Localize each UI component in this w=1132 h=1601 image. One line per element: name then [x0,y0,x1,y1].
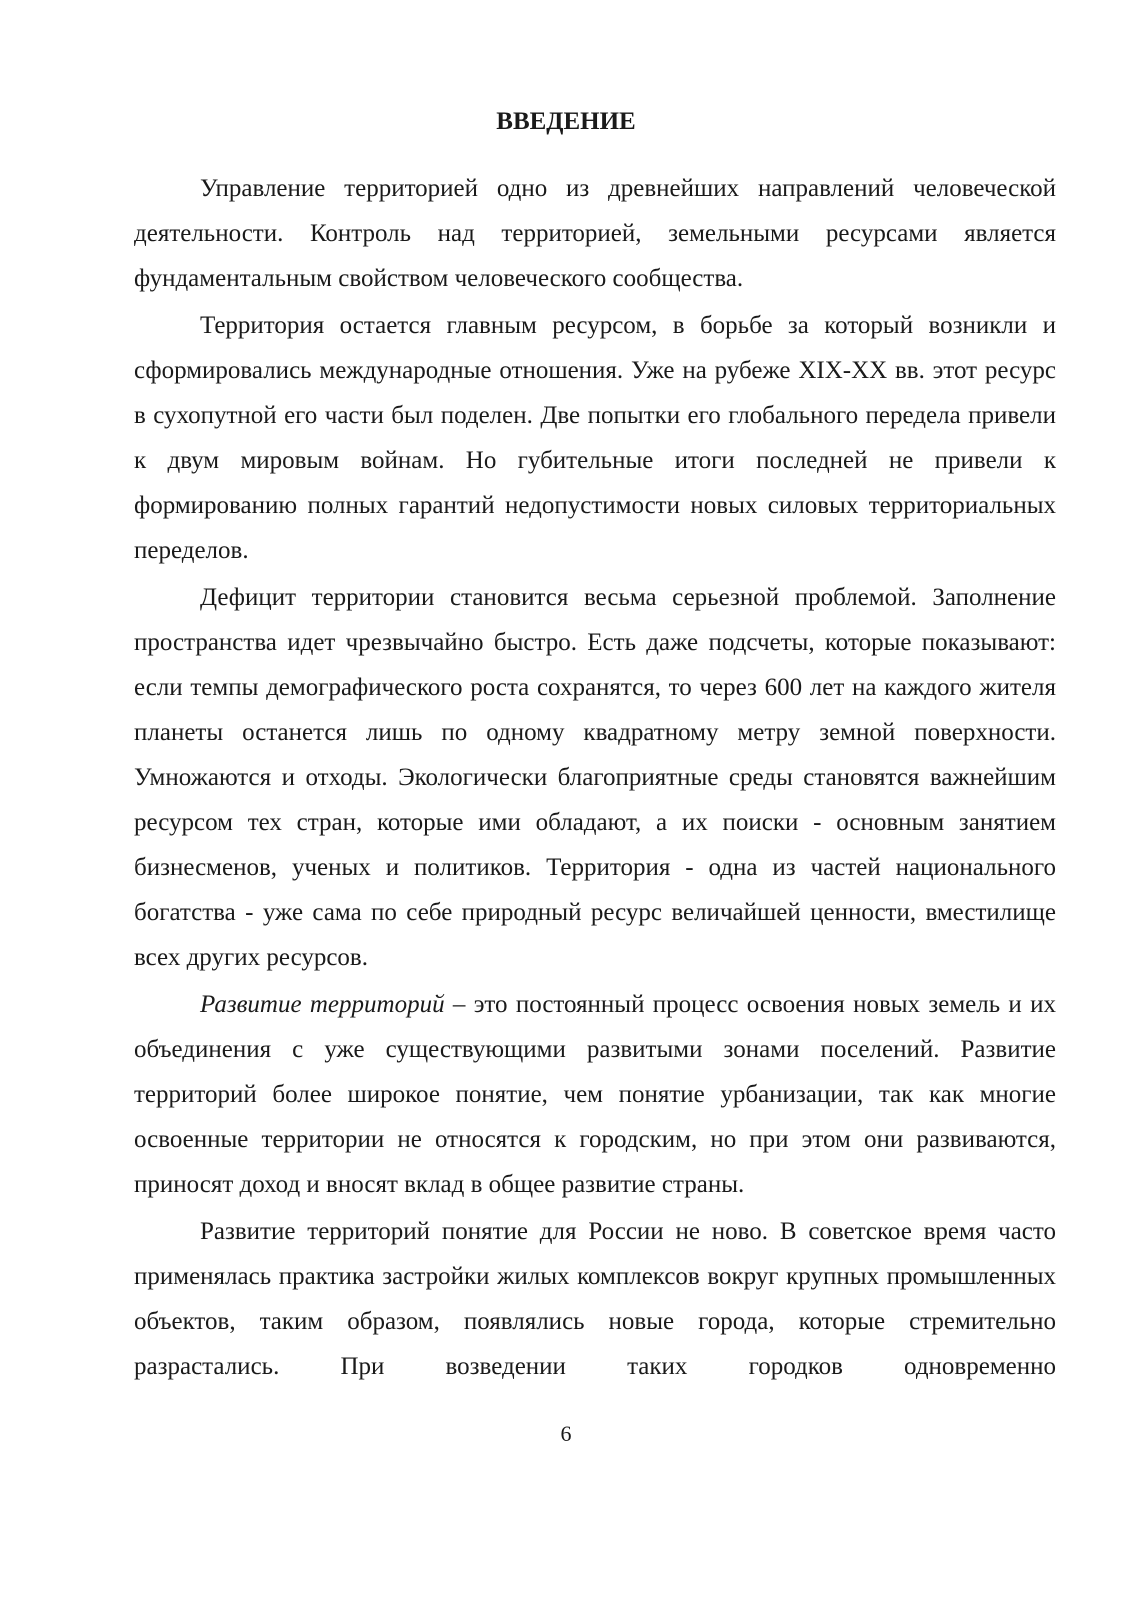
paragraph-4-term: Развитие территорий [200,991,445,1018]
page-number: 6 [560,1421,572,1446]
paragraph-3: Дефицит территории становится весьма серьезной проблемой. Заполнение пространства идет чрезвычайно быстро. Есть даже подсчеты, которые показывают: если темпы демографического роста сохранятся, то через 600 лет на каждого жителя планеты останется лишь по одному квадратному метру земной поверхности. Умножаются и отходы. Экологически благоприятные среды становятся важнейшим ресурсом тех стран, которые ими обладают, а их поиски - основным занятием бизнесменов, ученых и политиков. Территория - одна из частей национального богатства - уже сама по себе природный ресурс величайшей ценности, вместилище всех других ресурсов. [134,584,1056,971]
paragraph-5: Развитие территорий понятие для России не ново. В советское время часто применялась практика застройки жилых комплексов вокруг крупных промышленных объектов, таким образом, появлялись новые города, которые стремительно разрастались. При возведении таких городков одновременно [134,1218,1056,1380]
paragraph-4-text: – это постоянный процесс освоения новых земель и их объединения с уже существующими развитыми зонами поселений. Развитие территорий более широкое понятие, чем понятие урбанизации, так как многие освоенные территории не относятся к городским, но при этом они развиваются, приносят доход и вносят вклад в общее развитие страны. [134,991,1056,1198]
paragraph-1: Управление территорией одно из древнейших направлений человеческой деятельности. Контроль над территорией, земельными ресурсами является фундаментальным свойством человеческого сообщества. [134,175,1056,292]
paragraph-4 [134,982,1056,1207]
page-title: ВВЕДЕНИЕ [496,108,636,135]
paragraph-2: Территория остается главным ресурсом, в борьбе за который возникли и сформировались международные отношения. Уже на рубеже XIX-XX вв. этот ресурс в сухопутной его части был поделен. Две попытки его глобального передела привели к двум мировым войнам. Но губительные итоги последней не привели к формированию полных гарантий недопустимости новых силовых территориальных переделов. [134,312,1056,564]
document-body [134,166,1056,1391]
